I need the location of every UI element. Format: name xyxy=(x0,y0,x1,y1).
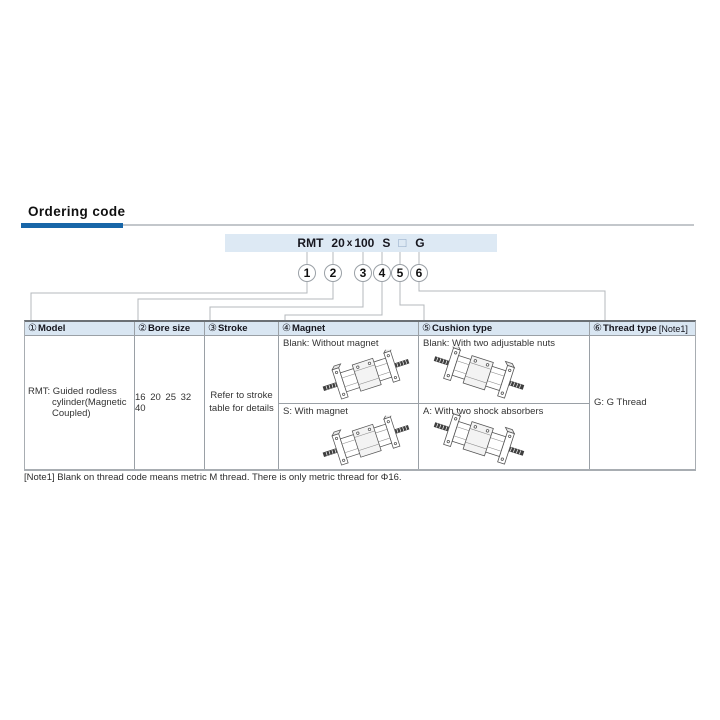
cell-bore-size xyxy=(135,336,205,469)
header-thread-note: [Note1] xyxy=(658,323,688,334)
model-line3: Coupled) xyxy=(52,408,91,419)
callout-6: 6 xyxy=(410,264,428,282)
footnote: [Note1] Blank on thread code means metric M thread. There is only metric thread for Φ16. xyxy=(24,472,402,483)
callout-3: 3 xyxy=(354,264,372,282)
circled-3-icon: ③ xyxy=(208,323,217,334)
cell-thread-type xyxy=(590,336,695,469)
cylinder-with-magnet-illustration xyxy=(320,414,412,468)
cylinder-shock-absorbers-illustration xyxy=(431,411,527,467)
header-stroke: ③ Stroke xyxy=(205,322,279,336)
code-model: RMT xyxy=(297,236,324,250)
callout-5: 5 xyxy=(391,264,409,282)
header-model: ① Model xyxy=(25,322,135,336)
cell-magnet-blank xyxy=(279,336,419,404)
page-title: Ordering code xyxy=(28,204,126,219)
cell-model xyxy=(25,336,135,469)
bore-size-values: 16 20 25 32 40 xyxy=(135,391,192,414)
cylinder-without-magnet-illustration xyxy=(320,348,412,402)
circled-6-icon: ⑥ xyxy=(593,323,602,334)
stroke-line1: Refer to stroke xyxy=(210,389,273,401)
callout-2: 2 xyxy=(324,264,342,282)
cushion-blank-label: Blank: With two adjustable nuts xyxy=(423,338,556,349)
stroke-line2: table for details xyxy=(209,402,274,414)
multiply-icon: x xyxy=(346,237,353,249)
circled-1-icon: ① xyxy=(28,323,37,334)
callout-4: 4 xyxy=(373,264,391,282)
model-line1: RMT: Guided rodless xyxy=(28,386,117,397)
cell-cushion-blank xyxy=(419,336,590,404)
title-rule-line xyxy=(123,224,694,226)
cell-cushion-a xyxy=(419,404,590,469)
title-rule-accent xyxy=(21,223,123,228)
code-stroke: 100 xyxy=(354,236,375,250)
thread-type-value: G: G Thread xyxy=(594,397,647,408)
magnet-s-label: S: With magnet xyxy=(283,406,348,417)
header-cushion-type: ⑤ Cushion type xyxy=(419,322,590,336)
circled-4-icon: ④ xyxy=(282,323,291,334)
cushion-placeholder-box-icon: □ xyxy=(398,235,407,250)
code-thread: G xyxy=(415,236,425,250)
ordering-code-band xyxy=(225,234,497,252)
cushion-a-label: A: With two shock absorbers xyxy=(423,406,544,417)
circled-2-icon: ② xyxy=(138,323,147,334)
magnet-blank-label: Blank: Without magnet xyxy=(283,338,379,349)
title-rule xyxy=(21,223,694,228)
header-thread-type: ⑥ Thread type [Note1] xyxy=(590,322,695,336)
code-bore: 20 xyxy=(331,236,345,250)
cell-stroke xyxy=(205,336,279,469)
circled-5-icon: ⑤ xyxy=(422,323,431,334)
ordering-code-table xyxy=(24,320,696,471)
model-line2: cylinder(Magnetic xyxy=(52,397,127,408)
code-magnet: S xyxy=(382,236,391,250)
section-title-block xyxy=(21,204,694,228)
cell-magnet-s xyxy=(279,404,419,469)
header-bore-size: ② Bore size xyxy=(135,322,205,336)
callout-1: 1 xyxy=(298,264,316,282)
cylinder-adjustable-nuts-illustration xyxy=(431,345,527,401)
header-magnet: ④ Magnet xyxy=(279,322,419,336)
